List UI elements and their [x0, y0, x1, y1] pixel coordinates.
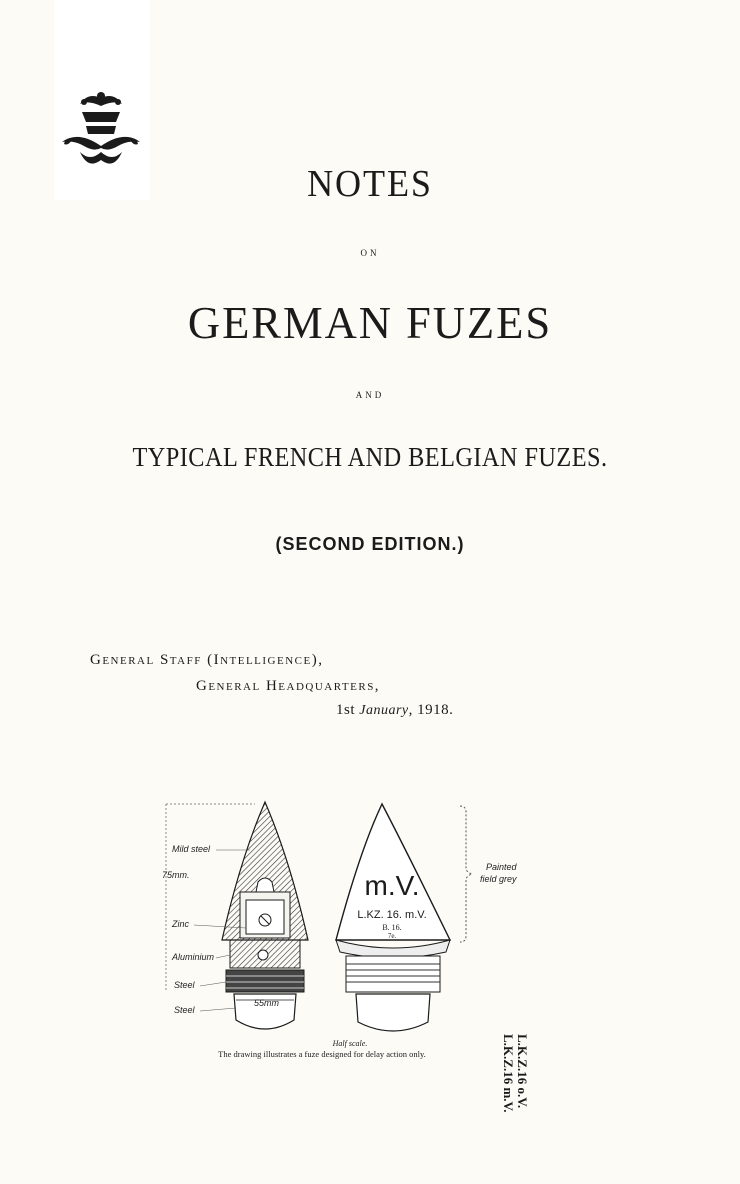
label-painted: Painted [486, 862, 517, 872]
label-zinc: Zinc [172, 919, 190, 929]
issuer-line-1: General Staff (Intelligence), [90, 652, 324, 668]
issuer-line-2: General Headquarters, [196, 678, 381, 694]
label-field-grey: field grey [480, 874, 517, 884]
label-55mm: 55mm [254, 998, 280, 1008]
side-label-mv: L.K.Z.16 m.V. [501, 1034, 516, 1113]
label-aluminium: Aluminium [172, 952, 215, 962]
side-label-ov: L.K.Z.16 o.V. [515, 1034, 530, 1109]
title-notes: NOTES [307, 163, 433, 205]
edition-label: (SECOND EDITION.) [275, 534, 465, 554]
label-mild-steel: Mild steel [172, 844, 211, 854]
sectioned-fuze-figure [166, 802, 308, 1029]
label-75mm: 75mm. [162, 870, 190, 880]
figure-caption: The drawing illustrates a fuze designed for delay action only. [218, 1049, 426, 1059]
word-on: ON [360, 248, 380, 258]
word-and: AND [355, 390, 385, 400]
marking-b16: B. 16. [382, 923, 402, 932]
main-title: GERMAN FUZES [187, 297, 553, 348]
marking-7e: 7e. [387, 932, 397, 940]
label-steel-1: Steel [174, 980, 195, 990]
fuze-drawing [160, 790, 540, 1070]
side-labels [501, 1034, 529, 1113]
marking-mv-large: m.V. [364, 870, 420, 901]
marking-code: L.KZ. 16. m.V. [357, 909, 427, 921]
scale-note: Half scale. [332, 1039, 368, 1048]
issue-date-day: 1st [336, 702, 356, 718]
issue-date-month: January [359, 703, 409, 718]
subtitle: TYPICAL FRENCH AND BELGIAN FUZES. [132, 442, 608, 472]
issue-date [336, 702, 453, 719]
issue-date-year: , 1918. [408, 702, 454, 718]
label-steel-2: Steel [174, 1005, 195, 1015]
